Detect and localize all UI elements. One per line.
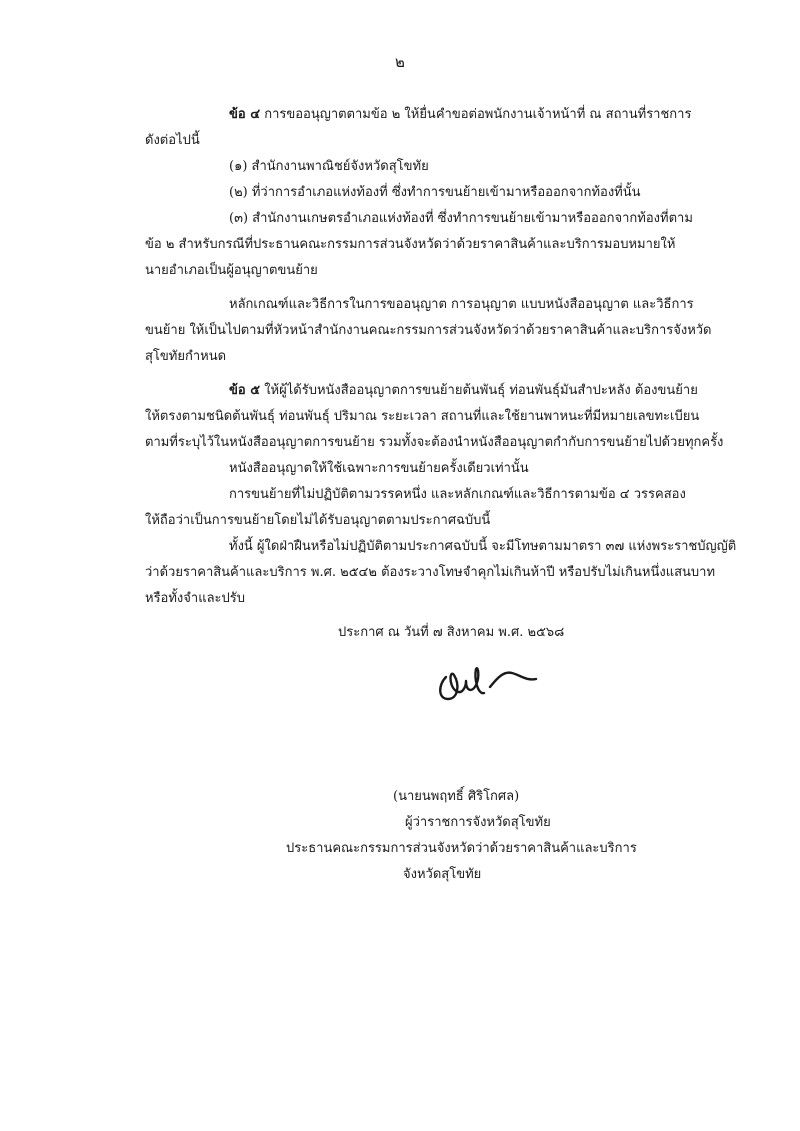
signatory-title-governor: ผู้ว่าราชการจังหวัดสุโขทัย — [405, 815, 551, 830]
clause-4-item-2: (๒) ที่ว่าการอำเภอแห่งท้องที่ ซึ่งทำการขนย้ายเข้ามาหรือออกจากท้องที่นั้น — [229, 185, 641, 200]
clause-4-label: ข้อ ๔ — [229, 107, 261, 122]
clause-4-item-1: (๑) สำนักงานพาณิชย์จังหวัดสุโขทัย — [229, 159, 429, 174]
clause-4-rules-line-1: หลักเกณฑ์และวิธีการในการขออนุญาต การอนุญาต แบบหนังสืออนุญาต และวิธีการ — [229, 297, 694, 312]
signatory-name: (นายนพฤทธิ์ ศิริโกศล) — [393, 789, 520, 804]
penalty-line-3: หรือทั้งจำและปรับ — [145, 591, 246, 606]
clause-4-line-2: ดังต่อไปนี้ — [145, 133, 200, 148]
clause-5-line-4: หนังสืออนุญาตให้ใช้เฉพาะการขนย้ายครั้งเดียวเท่านั้น — [229, 461, 529, 476]
clause-4-item-3-line-1: (๓) สำนักงานเกษตรอำเภอแห่งท้องที่ ซึ่งทำการขนย้ายเข้ามาหรือออกจากท้องที่ตาม — [229, 211, 693, 226]
clause-4-item-3-line-2: ข้อ ๒ สำหรับกรณีที่ประธานคณะกรรมการส่วนจังหวัดว่าด้วยราคาสินค้าและบริการมอบหมายให้ — [145, 237, 676, 252]
clause-5-label: ข้อ ๕ — [229, 383, 261, 398]
clause-5-text: ให้ผู้ได้รับหนังสืออนุญาตการขนย้ายต้นพันธุ์ ท่อนพันธุ์มันสำปะหลัง ต้องขนย้าย — [260, 383, 698, 398]
clause-5-line-1 — [229, 382, 698, 400]
signatory-title-province: จังหวัดสุโขทัย — [403, 867, 482, 882]
penalty-line-2: ว่าด้วยราคาสินค้าและบริการ พ.ศ. ๒๕๔๒ ต้องระวางโทษจำคุกไม่เกินห้าปี หรือปรับไม่เกินหนึ่งแสนบาท — [145, 565, 716, 580]
handwritten-signature — [432, 655, 542, 705]
clause-4-rules-line-3: สุโขทัยกำหนด — [145, 349, 227, 364]
page-number: ๒ — [395, 53, 405, 71]
clause-4-text: การขออนุญาตตามข้อ ๒ ให้ยื่นคำขอต่อพนักงานเจ้าหน้าที่ ณ สถานที่ราชการ — [260, 107, 692, 122]
clause-4-item-3-line-3: นายอำเภอเป็นผู้อนุญาตขนย้าย — [145, 263, 318, 278]
clause-4-line-1 — [229, 106, 691, 124]
announcement-date: ประกาศ ณ วันที่ ๗ สิงหาคม พ.ศ. ๒๕๖๘ — [338, 625, 565, 640]
clause-5-line-6: ให้ถือว่าเป็นการขนย้ายโดยไม่ได้รับอนุญาตตามประกาศฉบับนี้ — [145, 513, 491, 528]
signatory-title-chairman: ประธานคณะกรรมการส่วนจังหวัดว่าด้วยราคาสินค้าและบริการ — [286, 841, 637, 856]
clause-5-line-2: ให้ตรงตามชนิดต้นพันธุ์ ท่อนพันธุ์ ปริมาณ ระยะเวลา สถานที่และใช้ยานพาหนะที่มีหมายเลขทะเบียน — [145, 409, 700, 424]
penalty-line-1: ทั้งนี้ ผู้ใดฝ่าฝืนหรือไม่ปฏิบัติตามประกาศฉบับนี้ จะมีโทษตามมาตรา ๓๗ แห่งพระราชบัญญัติ — [229, 539, 737, 554]
clause-5-line-3: ตามที่ระบุไว้ในหนังสืออนุญาตการขนย้าย รวมทั้งจะต้องนำหนังสืออนุญาตกำกับการขนย้ายไปด้วยทุกครั้ง — [145, 435, 724, 450]
clause-4-rules-line-2: ขนย้าย ให้เป็นไปตามที่หัวหน้าสำนักงานคณะกรรมการส่วนจังหวัดว่าด้วยราคาสินค้าและบริการจังหวัด — [145, 323, 712, 338]
clause-5-line-5: การขนย้ายที่ไม่ปฏิบัติตามวรรคหนึ่ง และหลักเกณฑ์และวิธีการตามข้อ ๔ วรรคสอง — [229, 487, 686, 502]
